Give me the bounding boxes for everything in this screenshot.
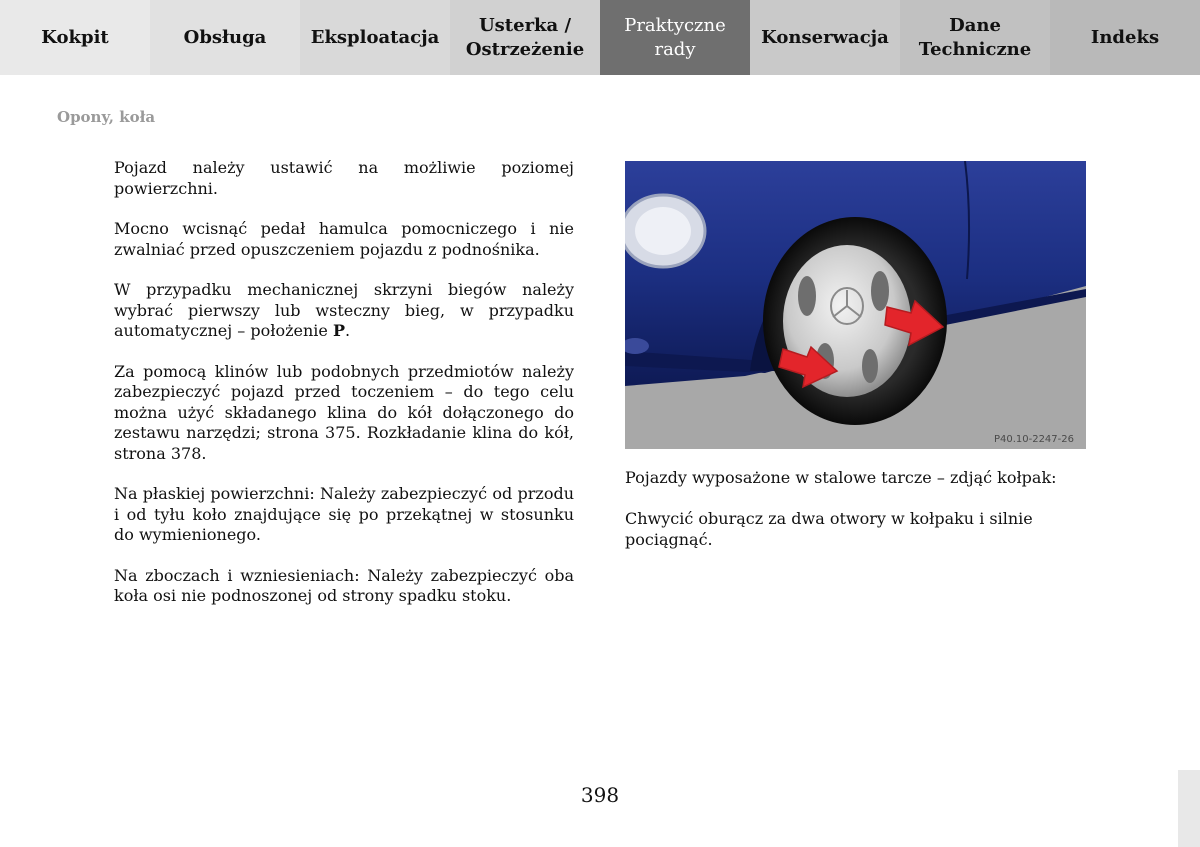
instruction-paragraph: Na zboczach i wzniesieniach: Należy zabezpieczyć oba koła osi nie podnoszonej od strony spadku stoku. [114,565,574,605]
tab-label-line1: Praktyczne [624,14,726,36]
instruction-paragraph [114,280,574,342]
page-corner-tab [1178,770,1200,847]
tab-praktyczne-rady[interactable] [600,0,750,75]
wheel-cover-illustration [625,161,1086,449]
instruction-paragraph: Na płaskiej powierzchni: Należy zabezpieczyć od przodu i od tyłu koło znajdujące się po przekątnej w stosunku do wymienionego. [114,484,574,544]
tab-label: Konserwacja [761,26,889,48]
instruction-paragraph: Chwycić oburącz za dwa otwory w kołpaku i silnie pociągnąć. [625,509,1033,549]
tab-label-line2: rady [654,38,696,60]
hubcap-slot [798,276,816,316]
instruction-text: W przypadku mechanicznej skrzyni biegów należy wybrać pierwszy lub wsteczny bieg, w przypadku automatycznej – położenie [114,280,574,340]
tab-usterka-ostrzezenie[interactable] [450,0,600,75]
tab-dane-techniczne[interactable] [900,0,1050,75]
hubcap-slot [871,271,889,311]
tab-label: Indeks [1090,26,1160,48]
chapter-navigation [0,0,1200,75]
instruction-paragraph: Za pomocą klinów lub podobnych przedmiotów należy zabezpieczyć pojazd przed toczeniem – do tego celu można użyć składanego klina do kół dołączonego do zestawu narzędzi; strona 375. Rozkładanie klina do kół, strona 378. [114,361,574,463]
tab-label: Kokpit [41,26,109,48]
instruction-paragraph: Pojazd należy ustawić na możliwie poziomej powierzchni. [114,158,574,198]
instruction-paragraph: Mocno wcisnąć pedał hamulca pomocniczego i nie zwalniać przed opuszczeniem pojazdu z podnośnika. [114,219,574,259]
tab-konserwacja[interactable] [750,0,900,75]
car-wheel-image [625,161,1086,449]
page-number: 398 [580,783,620,807]
tab-label-line1: Dane [949,14,1001,36]
hubcap-instructions [625,467,1095,570]
tab-obsluga[interactable] [150,0,300,75]
hubcap-slot [862,349,878,383]
tab-indeks[interactable] [1050,0,1200,75]
tab-label: Obsługa [183,26,267,48]
section-title: Opony, koła [57,108,156,126]
gear-position-p: P [332,321,345,340]
figure-code: P40.10-2247-26 [993,434,1074,445]
tab-label-line1: Usterka / [478,14,572,36]
tab-label-line2: Techniczne [918,38,1032,60]
tab-kokpit[interactable] [0,0,150,75]
instructions-column [114,158,574,627]
instruction-paragraph: Pojazdy wyposażone w stalowe tarcze – zdjąć kołpak: [625,468,1057,487]
tab-label-line2: Ostrzeżenie [465,38,585,60]
tab-eksploatacja[interactable] [300,0,450,75]
headlight-lens [635,207,691,255]
instruction-text-end: . [345,321,351,340]
tab-label: Eksploatacja [310,26,440,48]
